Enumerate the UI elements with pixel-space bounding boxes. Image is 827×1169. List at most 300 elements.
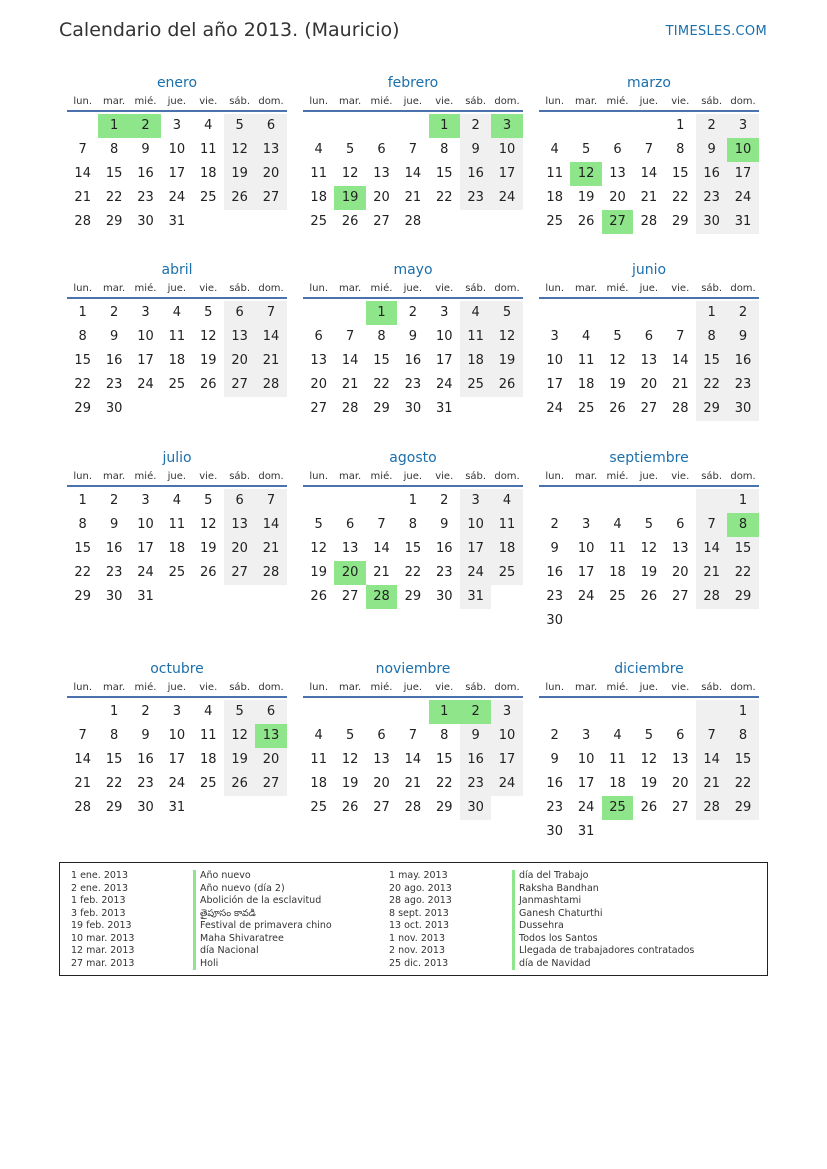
empty-cell	[334, 114, 365, 138]
day-cell: 5	[224, 700, 255, 724]
day-cell: 3	[141, 305, 150, 320]
day-cell: 27	[373, 800, 390, 815]
day-cell: 31	[168, 800, 186, 815]
month-9	[67, 660, 287, 820]
weekday-label: vie.	[671, 96, 690, 107]
day-cell: 21	[696, 772, 727, 796]
legend-date: 12 mar. 2013	[71, 945, 135, 956]
day-cell: 22	[373, 377, 390, 392]
day-cell: 8	[676, 142, 685, 157]
weekday-label: dom.	[730, 96, 756, 107]
day-cell: 12	[341, 752, 359, 767]
weekday-label: vie.	[199, 471, 218, 482]
weekday-label: dom.	[494, 682, 520, 693]
day-cell: 4	[613, 517, 622, 532]
day-cell: 25	[577, 401, 595, 416]
day-cell: 21	[255, 349, 286, 373]
day-cell: 24	[491, 772, 522, 796]
day-cell: 25	[168, 565, 186, 580]
weekday-label: dom.	[494, 283, 520, 294]
day-cell: 24	[491, 186, 522, 210]
legend-right-names	[512, 870, 694, 970]
month-7	[303, 449, 523, 609]
day-cell: 14	[341, 353, 359, 368]
day-cell: 16	[546, 776, 563, 791]
legend-holiday-name: Ganesh Chaturthi	[512, 908, 694, 921]
weekday-label: mié.	[134, 96, 157, 107]
day-cell: 31	[460, 585, 491, 609]
month-8	[539, 449, 759, 633]
day-cell: 21	[404, 190, 422, 205]
day-cell: 20	[373, 776, 390, 791]
month-name: marzo	[627, 75, 671, 91]
day-cell: 6	[377, 142, 386, 157]
day-cell: 19	[640, 776, 658, 791]
day-cell: 7	[408, 728, 417, 743]
empty-cell	[67, 114, 98, 138]
day-cell: 29	[671, 214, 689, 229]
day-cell: 15	[105, 752, 123, 767]
day-cell: 11	[460, 325, 491, 349]
weekday-label: mié.	[134, 283, 157, 294]
day-cell: 8	[78, 517, 87, 532]
day-cell: 28	[640, 214, 658, 229]
day-cell: 12	[640, 541, 658, 556]
day-cell: 6	[255, 700, 286, 724]
weekday-label: mié.	[606, 283, 629, 294]
day-cell: 18	[609, 776, 626, 791]
site-link[interactable]: TIMESLES.COM	[665, 24, 767, 39]
day-cell: 10	[491, 138, 522, 162]
weekday-label: sáb.	[465, 283, 487, 294]
day-cell: 16	[435, 541, 453, 556]
day-cell: 24	[168, 190, 186, 205]
day-cell: 28	[255, 373, 286, 397]
day-cell: 8	[727, 724, 758, 748]
day-cell: 2	[696, 114, 727, 138]
weekday-label: mar.	[574, 471, 598, 482]
day-cell: 7	[78, 142, 87, 157]
day-cell: 31	[137, 589, 154, 604]
day-cell: 13	[224, 325, 255, 349]
day-cell: 1	[727, 489, 758, 513]
weekday-header	[67, 471, 287, 487]
month-5	[539, 261, 759, 421]
weekday-label: mar.	[574, 283, 598, 294]
day-cell: 9	[550, 541, 559, 556]
day-cell: 21	[74, 776, 91, 791]
day-cell: 21	[74, 190, 91, 205]
day-cell: 6	[377, 728, 386, 743]
day-cell: 15	[435, 166, 453, 181]
day-cell: 31	[577, 824, 595, 839]
day-cell: 24	[577, 800, 595, 815]
day-cell: 1	[78, 305, 87, 320]
day-cell: 27	[255, 186, 286, 210]
day-grid	[539, 700, 759, 844]
day-cell: 3	[172, 704, 181, 719]
legend-holiday-name: Llegada de trabajadores contratados	[512, 945, 694, 958]
day-cell: 27	[341, 589, 359, 604]
day-cell: 9	[460, 724, 491, 748]
day-cell: 30	[404, 401, 422, 416]
month-name: septiembre	[609, 450, 689, 466]
day-cell: 28	[74, 800, 91, 815]
day-cell: 20	[255, 748, 286, 772]
day-cell: 29	[105, 214, 123, 229]
day-cell: 30	[105, 401, 123, 416]
month-name: agosto	[389, 450, 437, 466]
day-cell: 26	[577, 214, 595, 229]
weekday-header	[67, 283, 287, 299]
holiday-day-cell: 28	[366, 585, 397, 609]
month-name: febrero	[387, 75, 439, 91]
holiday-day-cell: 1	[98, 114, 129, 138]
day-cell: 27	[224, 373, 255, 397]
day-cell: 1	[727, 700, 758, 724]
empty-cell	[303, 700, 334, 724]
legend-right-dates	[389, 870, 452, 970]
day-cell: 31	[168, 214, 186, 229]
day-cell: 22	[74, 565, 91, 580]
day-cell: 17	[168, 752, 186, 767]
day-cell: 22	[435, 776, 453, 791]
day-cell: 26	[640, 589, 658, 604]
holiday-day-cell: 3	[491, 114, 522, 138]
empty-cell	[633, 301, 664, 325]
day-cell: 19	[609, 377, 626, 392]
day-cell: 6	[224, 489, 255, 513]
holiday-day-cell: 25	[602, 796, 633, 820]
legend-holiday-name: తైపూసం కావడి	[193, 908, 332, 921]
day-cell: 7	[644, 142, 653, 157]
day-cell: 11	[609, 752, 626, 767]
day-cell: 11	[168, 329, 186, 344]
weekday-header	[303, 471, 523, 487]
day-cell: 21	[640, 190, 658, 205]
day-cell: 22	[74, 377, 91, 392]
empty-cell	[366, 489, 397, 513]
day-cell: 16	[105, 541, 123, 556]
holiday-day-cell: 13	[255, 724, 286, 748]
day-cell: 11	[609, 541, 626, 556]
day-cell: 25	[460, 373, 491, 397]
weekday-label: vie.	[435, 471, 454, 482]
day-cell: 25	[199, 190, 217, 205]
day-cell: 22	[727, 772, 758, 796]
day-cell: 9	[141, 142, 150, 157]
day-cell: 5	[204, 493, 213, 508]
day-cell: 4	[314, 728, 323, 743]
day-cell: 8	[408, 517, 417, 532]
empty-cell	[334, 700, 365, 724]
day-cell: 20	[373, 190, 390, 205]
legend-holiday-name: Festival de primavera chino	[193, 920, 332, 933]
day-cell: 27	[671, 589, 689, 604]
weekday-header	[539, 96, 759, 112]
empty-cell	[633, 700, 664, 724]
day-cell: 8	[109, 728, 119, 743]
legend-holiday-name: día de Navidad	[512, 958, 694, 971]
legend-date: 1 nov. 2013	[389, 932, 445, 944]
legend-date: 19 feb. 2013	[71, 920, 132, 931]
day-cell: 20	[671, 776, 689, 791]
day-cell: 13	[310, 353, 327, 368]
day-cell: 23	[105, 565, 123, 580]
legend-holiday-name: día del Trabajo	[512, 870, 694, 883]
day-cell: 10	[168, 142, 186, 157]
day-cell: 19	[577, 190, 595, 205]
day-cell: 10	[137, 517, 154, 532]
day-cell: 19	[491, 349, 522, 373]
day-grid	[67, 301, 287, 421]
empty-cell	[334, 301, 365, 325]
day-cell: 2	[460, 114, 491, 138]
day-cell: 6	[255, 114, 286, 138]
empty-cell	[366, 114, 397, 138]
day-cell: 24	[577, 589, 595, 604]
day-cell: 22	[727, 561, 758, 585]
day-cell: 4	[613, 728, 622, 743]
weekday-label: jue.	[639, 471, 659, 482]
day-cell: 19	[199, 353, 217, 368]
day-cell: 9	[696, 138, 727, 162]
weekday-label: sáb.	[229, 96, 251, 107]
day-cell: 30	[105, 589, 123, 604]
empty-cell	[303, 489, 334, 513]
day-cell: 3	[141, 493, 150, 508]
day-cell: 25	[199, 776, 217, 791]
day-cell: 12	[224, 724, 255, 748]
day-cell: 24	[435, 377, 453, 392]
empty-cell	[665, 700, 696, 724]
weekday-label: jue.	[167, 471, 187, 482]
day-cell: 6	[345, 517, 355, 532]
day-cell: 11	[546, 166, 563, 181]
legend-date: 1 ene. 2013	[71, 870, 128, 881]
day-cell: 23	[137, 190, 154, 205]
weekday-label: jue.	[639, 283, 659, 294]
day-cell: 16	[460, 162, 491, 186]
month-3	[67, 261, 287, 421]
day-cell: 5	[581, 142, 591, 157]
legend-date: 28 ago. 2013	[389, 895, 452, 906]
day-cell: 6	[676, 728, 685, 743]
day-cell: 26	[224, 772, 255, 796]
day-cell: 18	[199, 166, 217, 181]
empty-cell	[539, 700, 570, 724]
day-cell: 25	[310, 800, 327, 815]
empty-cell	[303, 114, 334, 138]
month-6	[67, 449, 287, 609]
day-cell: 29	[74, 589, 91, 604]
day-cell: 20	[224, 349, 255, 373]
day-cell: 17	[577, 565, 595, 580]
day-cell: 3	[727, 114, 758, 138]
day-cell: 14	[671, 353, 689, 368]
weekday-label: sáb.	[701, 96, 723, 107]
day-cell: 2	[109, 305, 119, 320]
month-10	[303, 660, 523, 820]
day-cell: 22	[105, 190, 123, 205]
weekday-label: vie.	[199, 96, 218, 107]
day-cell: 22	[696, 373, 727, 397]
day-cell: 4	[204, 118, 213, 133]
day-cell: 18	[491, 537, 522, 561]
day-cell: 18	[168, 353, 186, 368]
day-grid	[303, 114, 523, 234]
day-cell: 29	[435, 800, 453, 815]
day-cell: 11	[491, 513, 522, 537]
page-title: Calendario del año 2013. (Mauricio)	[59, 19, 400, 41]
day-grid	[67, 700, 287, 820]
day-cell: 15	[696, 349, 727, 373]
day-cell: 11	[310, 166, 327, 181]
day-cell: 20	[609, 190, 626, 205]
day-cell: 30	[435, 589, 453, 604]
day-cell: 3	[460, 489, 491, 513]
weekday-header	[303, 96, 523, 112]
day-cell: 21	[341, 377, 359, 392]
day-cell: 18	[609, 565, 626, 580]
day-cell: 30	[137, 800, 154, 815]
empty-cell	[602, 700, 633, 724]
day-cell: 3	[172, 118, 181, 133]
holiday-day-cell: 20	[334, 561, 365, 585]
day-cell: 30	[546, 824, 563, 839]
day-cell: 21	[404, 776, 422, 791]
day-cell: 12	[491, 325, 522, 349]
day-cell: 28	[74, 214, 91, 229]
day-cell: 9	[408, 329, 417, 344]
weekday-label: sáb.	[229, 283, 251, 294]
empty-cell	[633, 114, 664, 138]
day-cell: 14	[255, 325, 286, 349]
holiday-day-cell: 27	[602, 210, 633, 234]
day-cell: 18	[460, 349, 491, 373]
day-cell: 15	[671, 166, 689, 181]
legend-holiday-name: Janmashtami	[512, 895, 694, 908]
day-cell: 3	[550, 329, 559, 344]
day-cell: 17	[435, 353, 453, 368]
holiday-day-cell: 8	[727, 513, 758, 537]
month-name: diciembre	[614, 661, 684, 677]
day-cell: 23	[404, 377, 422, 392]
weekday-label: dom.	[258, 471, 284, 482]
day-cell: 29	[105, 800, 123, 815]
legend-date: 8 sept. 2013	[389, 907, 449, 919]
day-cell: 1	[109, 704, 119, 719]
day-grid	[539, 114, 759, 234]
day-cell: 16	[105, 353, 123, 368]
day-cell: 26	[224, 186, 255, 210]
day-cell: 17	[137, 353, 154, 368]
day-cell: 7	[78, 728, 87, 743]
weekday-label: mié.	[134, 682, 157, 693]
legend-holiday-name: Año nuevo	[193, 870, 332, 883]
day-cell: 27	[640, 401, 658, 416]
legend-holiday-name: Raksha Bandhan	[512, 883, 694, 896]
day-cell: 7	[676, 329, 685, 344]
day-cell: 11	[168, 517, 186, 532]
day-cell: 20	[224, 537, 255, 561]
weekday-label: vie.	[671, 283, 690, 294]
day-cell: 1	[676, 118, 685, 133]
weekday-label: sáb.	[229, 471, 251, 482]
day-cell: 28	[671, 401, 689, 416]
empty-cell	[67, 700, 98, 724]
day-cell: 5	[644, 728, 653, 743]
day-cell: 29	[373, 401, 390, 416]
day-cell: 14	[255, 513, 286, 537]
day-cell: 17	[546, 377, 563, 392]
day-cell: 31	[435, 401, 453, 416]
day-cell: 12	[199, 329, 217, 344]
day-cell: 5	[644, 517, 653, 532]
day-cell: 28	[404, 214, 422, 229]
empty-cell	[303, 301, 334, 325]
weekday-label: mar.	[338, 283, 362, 294]
day-cell: 10	[577, 541, 595, 556]
holiday-legend	[59, 862, 768, 976]
day-cell: 15	[435, 752, 453, 767]
weekday-label: vie.	[435, 96, 454, 107]
day-cell: 13	[255, 138, 286, 162]
day-cell: 31	[727, 210, 758, 234]
day-cell: 27	[373, 214, 390, 229]
weekday-label: jue.	[403, 471, 423, 482]
weekday-label: dom.	[494, 96, 520, 107]
legend-left-dates	[71, 870, 134, 970]
day-cell: 2	[440, 493, 449, 508]
empty-cell	[539, 489, 570, 513]
weekday-label: sáb.	[701, 283, 723, 294]
weekday-label: dom.	[730, 682, 756, 693]
day-cell: 2	[727, 301, 758, 325]
day-cell: 11	[577, 353, 595, 368]
empty-cell	[602, 301, 633, 325]
legend-date: 1 feb. 2013	[71, 895, 126, 906]
day-cell: 30	[460, 796, 491, 820]
holiday-day-cell: 2	[460, 700, 491, 724]
legend-holiday-name: Maha Shivaratree	[193, 933, 332, 946]
day-grid	[539, 489, 759, 633]
month-name: enero	[156, 75, 198, 91]
legend-holiday-name: Dussehra	[512, 920, 694, 933]
day-cell: 5	[345, 728, 355, 743]
day-cell: 24	[727, 186, 758, 210]
day-cell: 15	[404, 541, 422, 556]
weekday-label: jue.	[167, 96, 187, 107]
day-cell: 4	[581, 329, 591, 344]
weekday-label: jue.	[167, 283, 187, 294]
day-cell: 1	[696, 301, 727, 325]
legend-date: 3 feb. 2013	[71, 907, 126, 919]
day-cell: 16	[460, 748, 491, 772]
day-cell: 16	[137, 752, 154, 767]
day-cell: 5	[314, 517, 323, 532]
holiday-day-cell: 2	[130, 114, 161, 138]
legend-date: 2 nov. 2013	[389, 945, 445, 956]
day-cell: 4	[172, 493, 181, 508]
day-cell: 6	[613, 142, 622, 157]
empty-cell	[570, 700, 601, 724]
day-cell: 25	[609, 589, 626, 604]
day-grid	[303, 700, 523, 820]
day-cell: 16	[137, 166, 154, 181]
day-cell: 25	[168, 377, 186, 392]
legend-date: 20 ago. 2013	[389, 882, 452, 894]
